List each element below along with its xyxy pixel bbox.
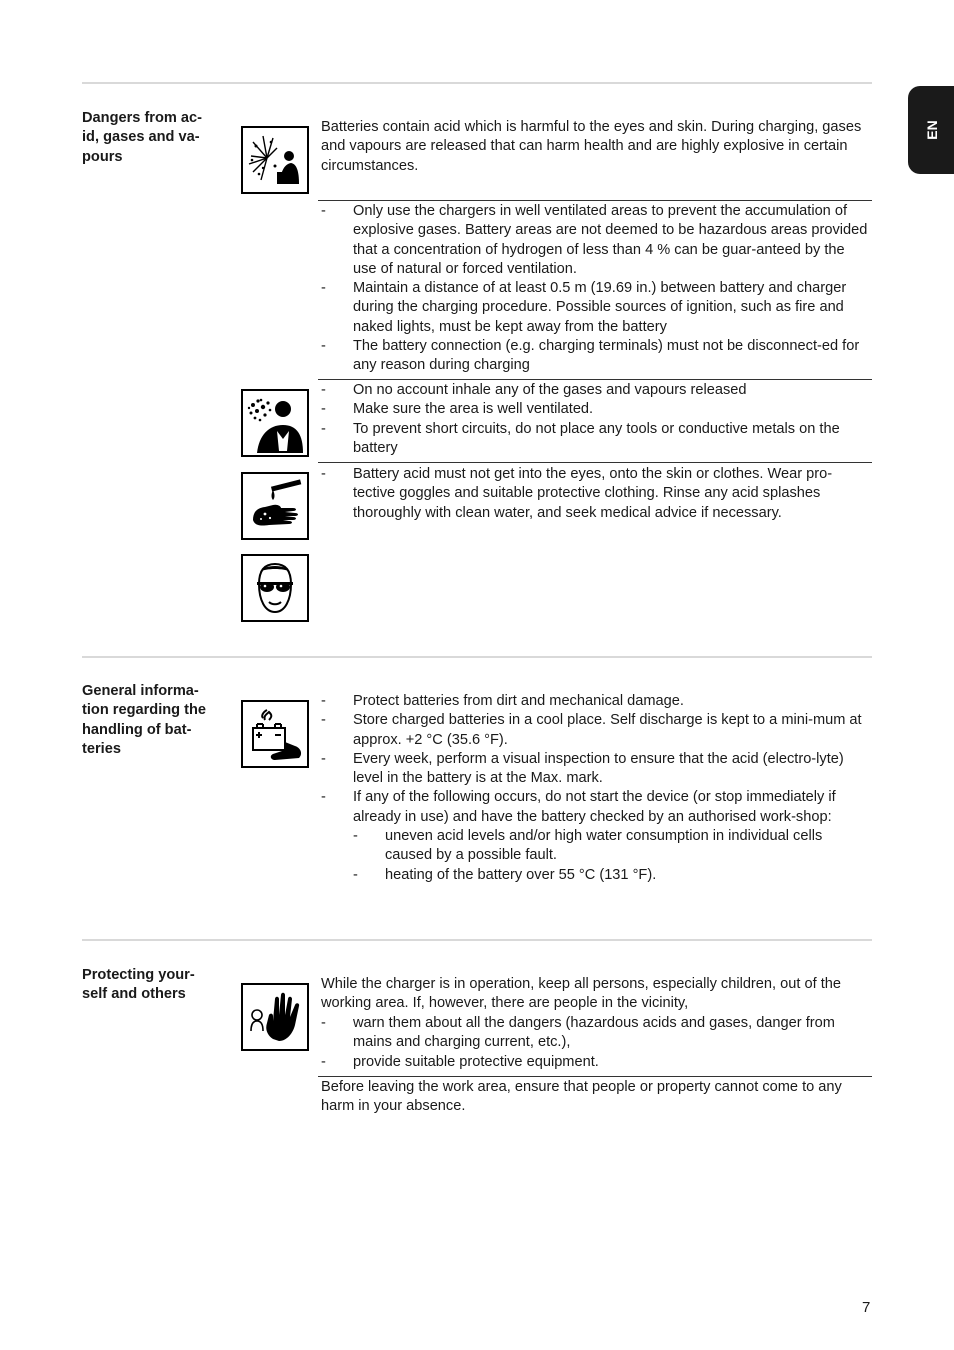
sub-list: [353, 827, 869, 885]
list-item: [321, 788, 869, 884]
divider-line: [318, 379, 872, 380]
list-item: - Battery acid must not get into the eyes, onto the skin or clothes. Wear pro-tective goggles and suitable protective clothing. Rinse any acid splashes thoroughly with clean water, and seek medical advice if necessary.: [321, 465, 869, 523]
section-divider: [82, 656, 872, 658]
list-item: - Make sure the area is well ventilated.: [321, 400, 869, 419]
section-divider: [82, 939, 872, 941]
goggles-face-icon: [241, 554, 309, 622]
acid-intro: Batteries contain acid which is harmful to the eyes and skin. During charging, gases and vapours are released that can harm health and are highly explosive in certain circumstances.: [321, 119, 862, 174]
section-title-handling: General informa- tion regarding the handling of bat- teries: [82, 683, 207, 757]
acid-list-2: [321, 381, 869, 458]
stop-hand-icon: [241, 983, 309, 1051]
corrosive-hand-icon: [241, 472, 309, 540]
protect-list: [321, 1014, 869, 1072]
language-tab[interactable]: [908, 86, 954, 174]
divider-line: [318, 200, 872, 201]
language-tab-label: EN: [924, 120, 940, 140]
protect-outro: Before leaving the work area, ensure that people or property cannot come to any harm in your absence.: [321, 1079, 842, 1115]
section-divider: [82, 82, 872, 84]
sub-list-item: - heating of the battery over 55 °C (131 °F).: [353, 866, 869, 885]
divider-line: [318, 462, 872, 463]
sub-list-item: - uneven acid levels and/or high water consumption in individual cells caused by a possible fault.: [353, 827, 869, 866]
list-item: - The battery connection (e.g. charging terminals) must not be disconnect-ed for any reason during charging: [321, 337, 869, 376]
divider-line: [318, 1076, 872, 1077]
handling-list: [321, 692, 869, 885]
list-item: - provide suitable protective equipment.: [321, 1053, 869, 1072]
section-title-protect: Protecting your- self and others: [82, 967, 195, 1003]
section-title-acid: Dangers from ac- id, gases and va- pours: [82, 110, 203, 165]
list-item: - Only use the chargers in well ventilated areas to prevent the accumulation of explosive gases. Battery areas are not deemed to be hazardous areas provided that a concentration of hydrogen of less than 4 % can be guar-anteed by the use of natural or forced ventilation.: [321, 202, 869, 279]
explosion-icon: [241, 126, 309, 194]
battery-acid-icon: [241, 700, 309, 768]
list-item: - Protect batteries from dirt and mechanical damage.: [321, 692, 869, 711]
toxic-gas-icon: [241, 389, 309, 457]
list-item: - Maintain a distance of at least 0.5 m (19.69 in.) between battery and charger during the charging procedure. Possible sources of ignition, such as fire and naked lights, must be kept away from the battery: [321, 279, 869, 337]
page-number: 7: [862, 1299, 871, 1316]
list-item: - On no account inhale any of the gases and vapours released: [321, 381, 869, 400]
list-item: - warn them about all the dangers (hazardous acids and gases, danger from mains and charging current, etc.),: [321, 1014, 869, 1053]
protect-intro: While the charger is in operation, keep all persons, especially children, out of the working area. If, however, there are people in the vicinity,: [321, 976, 841, 1012]
list-item-text: If any of the following occurs, do not start the device (or stop immediately if already in use) and have the battery checked by an authorised work-shop:: [353, 789, 836, 825]
acid-list-3: [321, 465, 869, 523]
list-item: - To prevent short circuits, do not place any tools or conductive metals on the battery: [321, 420, 869, 459]
acid-list-1: [321, 202, 869, 376]
list-item: - Every week, perform a visual inspection to ensure that the acid (electro-lyte) level in the battery is at the Max. mark.: [321, 750, 869, 789]
list-item: - Store charged batteries in a cool place. Self discharge is kept to a mini-mum at approx. +2 °C (35.6 °F).: [321, 711, 869, 750]
